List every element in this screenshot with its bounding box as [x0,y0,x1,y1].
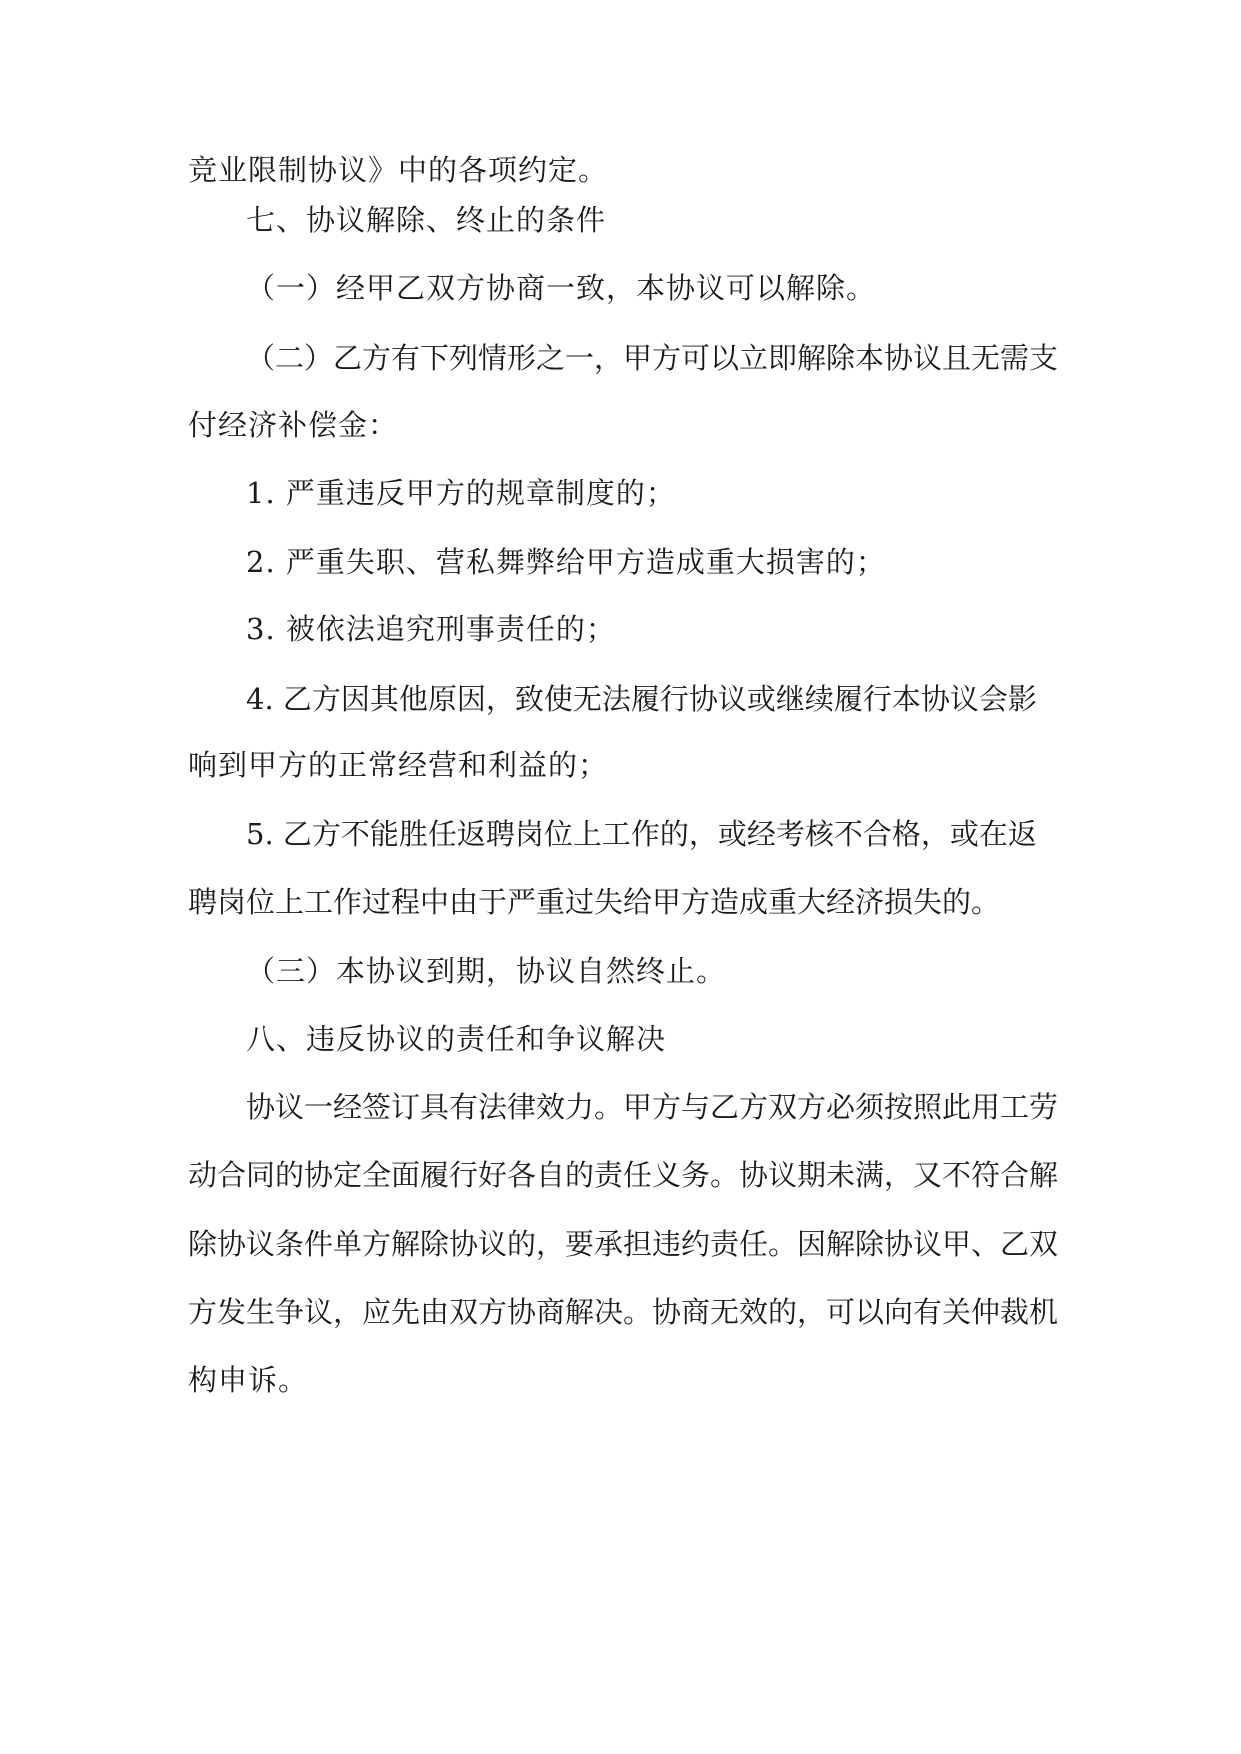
text-line: 除协议条件单方解除协议的，要承担违约责任。因解除协议甲、乙双 [188,1227,1059,1261]
section-heading: 七、协议解除、终止的条件 [246,203,607,237]
text-line: （三）本协议到期，协议自然终止。 [246,954,727,988]
text-line: 付经济补偿金： [188,408,399,442]
list-item: 1. 严重违反甲方的规章制度的； [246,476,676,510]
text-line: 动合同的协定全面履行好各自的责任义务。协议期未满，又不符合解 [188,1158,1059,1192]
text-line: 构申诉。 [188,1363,309,1397]
text-line: 竞业限制协议》中的各项约定。 [188,153,609,187]
list-item: 5. 乙方不能胜任返聘岗位上工作的，或经考核不合格，或在返 [246,817,1037,851]
section-heading: 八、违反协议的责任和争议解决 [246,1022,667,1056]
text-line: 方发生争议，应先由双方协商解决。协商无效的，可以向有关仲裁机 [188,1295,1059,1329]
text-line: （一）经甲乙双方协商一致，本协议可以解除。 [246,271,877,305]
text-line: 响到甲方的正常经营和利益的； [188,748,609,782]
text-line: （二）乙方有下列情形之一，甲方可以立即解除本协议且无需支 [246,341,1059,375]
text-line: 协议一经签订具有法律效力。甲方与乙方双方必须按照此用工劳 [246,1090,1059,1124]
text-line: 聘岗位上工作过程中由于严重过失给甲方造成重大经济损失的。 [188,885,1001,919]
list-item: 2. 严重失职、营私舞弊给甲方造成重大损害的； [246,545,886,579]
list-item: 4. 乙方因其他原因，致使无法履行协议或继续履行本协议会影 [246,682,1037,716]
list-item: 3. 被依法追究刑事责任的； [246,612,616,646]
